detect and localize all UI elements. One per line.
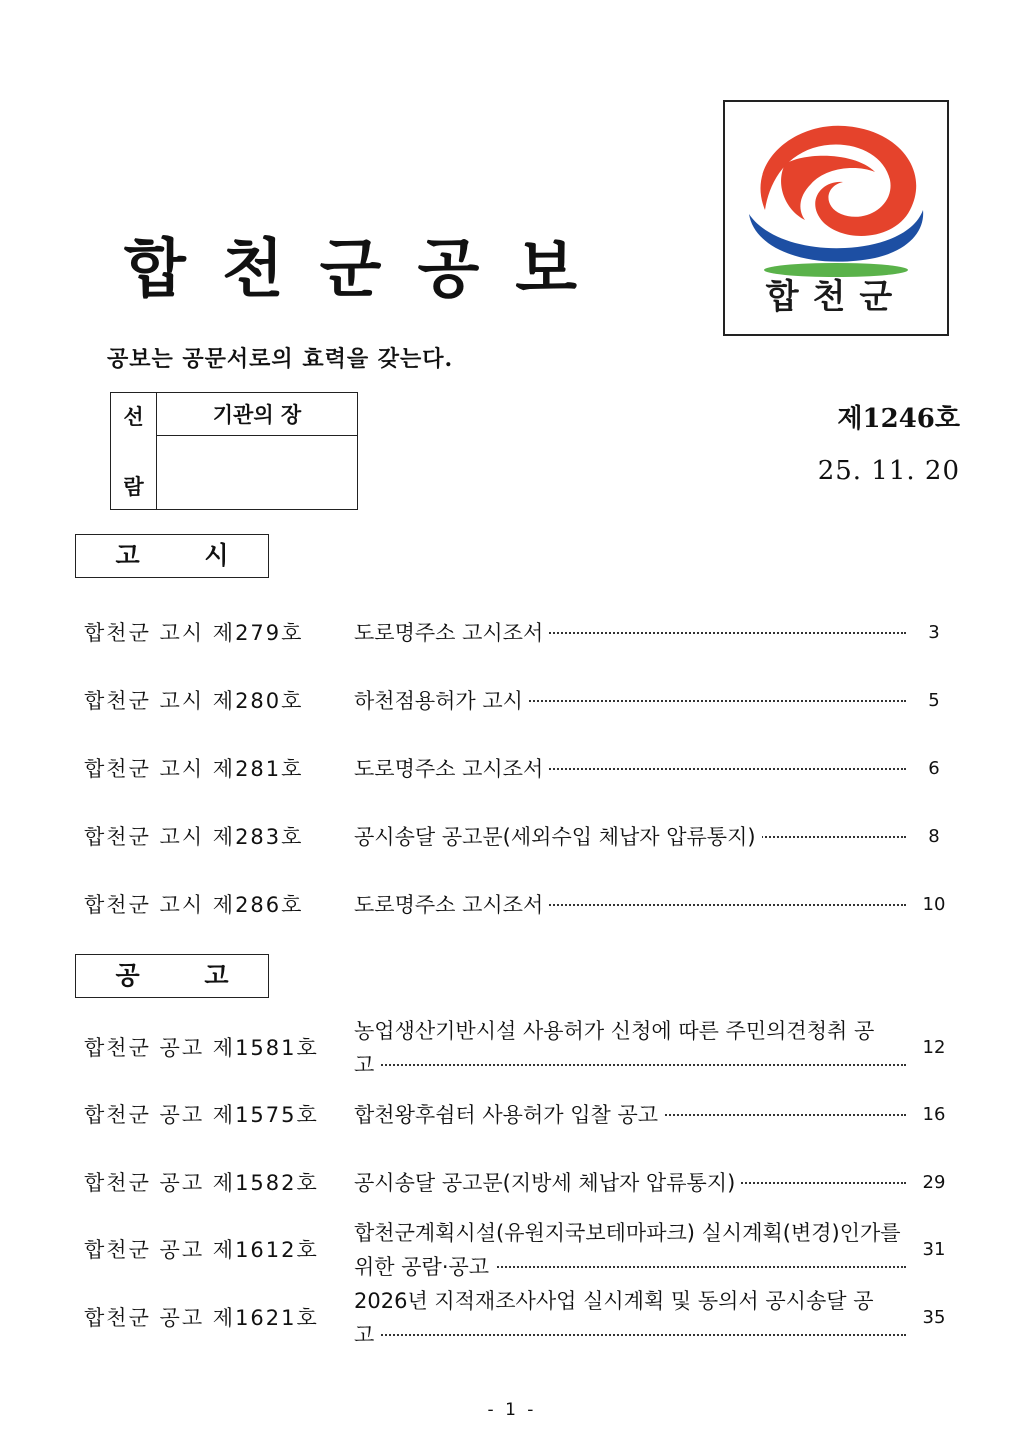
announcement-number: 합천군 공고 제1581호 (84, 1036, 319, 1060)
page-number: 16 (922, 1104, 946, 1125)
page-number: 5 (928, 690, 940, 711)
announcement-title-line2: 고 (354, 1053, 380, 1077)
announcement-number: 합천군 공고 제1575호 (84, 1103, 319, 1127)
notice-title: 공시송달 공고문(세외수입 체납자 압류통지) (354, 825, 762, 849)
page-number: 35 (922, 1307, 946, 1328)
toc-row[interactable] (84, 1216, 954, 1284)
approval-label-bottom: 람 (123, 474, 144, 499)
page-number: 6 (928, 758, 940, 779)
issue-number: 제1246호 (837, 404, 960, 434)
toc-row[interactable] (84, 1284, 954, 1352)
toc-row[interactable] (84, 1014, 954, 1082)
announcement-title-line1: 합천군계획시설(유원지국보테마파크) 실시계획(변경)인가를 (354, 1221, 901, 1245)
page-number: 31 (922, 1239, 946, 1260)
county-logo (723, 100, 949, 336)
page-number: 12 (922, 1037, 946, 1058)
notice-title: 도로명주소 고시조서 (354, 893, 549, 917)
page-number: 10 (922, 894, 946, 915)
issue-date: 25. 11. 20 (817, 456, 960, 486)
notice-number: 합천군 고시 제280호 (84, 689, 304, 713)
notice-number: 합천군 고시 제279호 (84, 621, 304, 645)
notice-title: 도로명주소 고시조서 (354, 621, 549, 645)
announcement-title-line1: 농업생산기반시설 사용허가 신청에 따른 주민의견청취 공 (354, 1019, 875, 1043)
notice-number: 합천군 고시 제286호 (84, 893, 304, 917)
announcement-number: 합천군 공고 제1621호 (84, 1306, 319, 1330)
announcement-title-line2: 위한 공람·공고 (354, 1255, 495, 1279)
page-number: 3 (928, 622, 940, 643)
announcement-title-line1: 2026년 지적재조사사업 실시계획 및 동의서 공시송달 공 (354, 1289, 874, 1313)
page-number: 8 (928, 826, 940, 847)
section-header-announcements: 공 고 (75, 954, 269, 998)
logo-text: 합천군 (765, 277, 907, 317)
section-header-notices: 고 시 (75, 534, 269, 578)
gazette-title: 합천군공보 (124, 232, 614, 307)
notice-title: 하천점용허가 고시 (354, 689, 529, 713)
notice-number: 합천군 고시 제281호 (84, 757, 304, 781)
approval-label-top: 선 (123, 404, 144, 429)
approval-label-cell (111, 393, 157, 509)
notice-number: 합천군 고시 제283호 (84, 825, 304, 849)
page-number: 29 (922, 1172, 946, 1193)
announcement-number: 합천군 공고 제1612호 (84, 1238, 319, 1262)
announcement-title-line2: 고 (354, 1323, 380, 1347)
announcement-title: 합천왕후쉼터 사용허가 입찰 공고 (354, 1103, 664, 1127)
announcement-number: 합천군 공고 제1582호 (84, 1171, 319, 1195)
approval-table (110, 392, 358, 510)
notice-title: 도로명주소 고시조서 (354, 757, 549, 781)
announcement-title: 공시송달 공고문(지방세 체납자 압류통지) (354, 1171, 741, 1195)
approval-header: 기관의 장 (157, 393, 357, 436)
page-footer-number: - 1 - (487, 1400, 537, 1420)
gazette-subtitle: 공보는 공문서로의 효력을 갖는다. (107, 346, 454, 372)
